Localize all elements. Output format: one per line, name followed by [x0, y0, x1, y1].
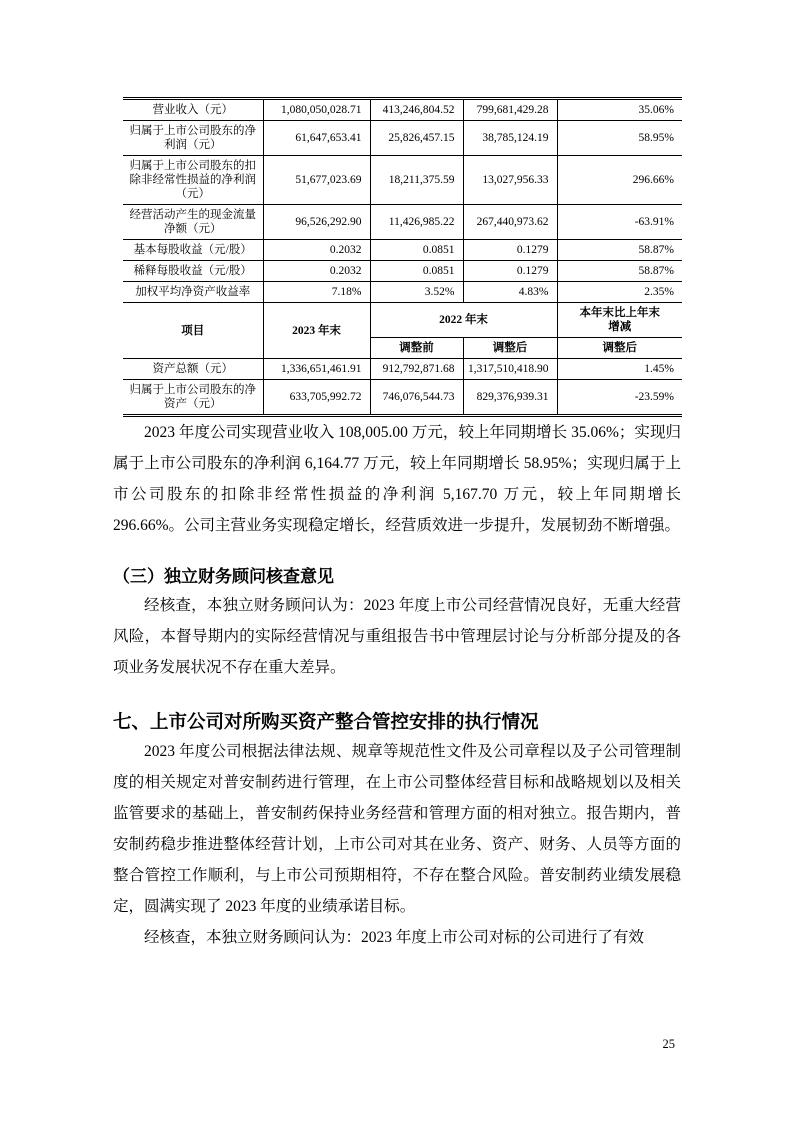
cell-value: 413,246,804.52: [370, 99, 463, 121]
cell-value: 58.87%: [557, 240, 682, 261]
cell-value: 0.0851: [370, 261, 463, 282]
page-content: [113, 97, 681, 953]
cell-value: 0.1279: [463, 240, 557, 261]
cell-value: 4.83%: [463, 282, 557, 303]
cell-value: 296.66%: [557, 156, 682, 205]
row-label: 归属于上市公司股东的净资产（元）: [123, 380, 263, 416]
row-label: 基本每股收益（元/股）: [123, 240, 263, 261]
row-label: 加权平均净资产收益率: [123, 282, 263, 303]
cell-value: 58.95%: [557, 121, 682, 156]
table-row: [123, 359, 682, 380]
cell-value: 1.45%: [557, 359, 682, 380]
page-number: 25: [662, 1037, 675, 1051]
subheader-cell-adj-after: 调整后: [463, 338, 557, 359]
table-body-bottom: [123, 359, 682, 416]
row-label: 资产总额（元）: [123, 359, 263, 380]
paragraph-advisor-opinion: 经核查，本独立财务顾问认为：2023 年度上市公司经营情况良好，无重大经营风险，本督导期内的实际经营情况与重组报告书中管理层讨论与分析部分提及的各项业务发展状况不存在重大差异。: [113, 597, 681, 676]
cell-value: 633,705,992.72: [263, 380, 370, 416]
cell-value: 799,681,429.28: [463, 99, 557, 121]
header-cell-2022: 2022 年末: [370, 303, 557, 338]
financial-summary-table: [123, 97, 682, 417]
table-row: [123, 380, 682, 416]
cell-value: 1,080,050,028.71: [263, 99, 370, 121]
cell-value: 267,440,973.62: [463, 205, 557, 240]
cell-value: -63.91%: [557, 205, 682, 240]
cell-value: 51,677,023.69: [263, 156, 370, 205]
cell-value: 0.2032: [263, 240, 370, 261]
cell-value: 11,426,985.22: [370, 205, 463, 240]
cell-value: 912,792,871.68: [370, 359, 463, 380]
cell-value: 25,826,457.15: [370, 121, 463, 156]
paragraph-integration-control: 2023 年度公司根据法律法规、规章等规范性文件及公司章程以及子公司管理制度的相关规定对普安制药进行管理，在上市公司整体经营目标和战略规划以及相关监管要求的基础上，普安制药保持业务经营和管理方面的相对独立。报告期内，普安制药稳步推进整体经营计划，上市公司对其在业务、资产、财务、人员等方面的整合管控工作顺利，与上市公司预期相符，不存在整合风险。普安制药业绩发展稳定，圆满实现了 2023 年度的业绩承诺目标。: [113, 743, 681, 915]
table-header: [123, 303, 682, 359]
heading-section-seven: 七、上市公司对所购买资产整合管控安排的执行情况: [113, 711, 539, 732]
cell-value: 0.2032: [263, 261, 370, 282]
row-label: 归属于上市公司股东的净利润（元）: [123, 121, 263, 156]
cell-value: 0.1279: [463, 261, 557, 282]
table-row: [123, 261, 682, 282]
row-label: 归属于上市公司股东的扣除非经常性损益的净利润（元）: [123, 156, 263, 205]
cell-value: 3.52%: [370, 282, 463, 303]
table-header-row: [123, 303, 682, 338]
header-cell-2023: 2023 年末: [263, 303, 370, 359]
table-row: [123, 99, 682, 121]
table-row: [123, 282, 682, 303]
paragraph-advisor-opinion-2: 经核查，本独立财务顾问认为：2023 年度上市公司对标的公司进行了有效: [144, 929, 644, 946]
cell-value: 746,076,544.73: [370, 380, 463, 416]
row-label: 经营活动产生的现金流量净额（元）: [123, 205, 263, 240]
table-row: [123, 121, 682, 156]
header-cell-change: 本年末比上年末增减: [557, 303, 682, 338]
cell-value: 18,211,375.59: [370, 156, 463, 205]
table-row: [123, 156, 682, 205]
cell-value: 2.35%: [557, 282, 682, 303]
cell-value: 1,336,651,461.91: [263, 359, 370, 380]
cell-value: 7.18%: [263, 282, 370, 303]
subheader-cell-adj-before: 调整前: [370, 338, 463, 359]
subheader-cell-change-adj: 调整后: [557, 338, 682, 359]
table-body-top: [123, 99, 682, 303]
cell-value: 61,647,653.41: [263, 121, 370, 156]
cell-value: 58.87%: [557, 261, 682, 282]
cell-value: 1,317,510,418.90: [463, 359, 557, 380]
cell-value: 829,376,939.31: [463, 380, 557, 416]
table-row: [123, 240, 682, 261]
cell-value: 35.06%: [557, 99, 682, 121]
table-row: [123, 205, 682, 240]
row-label: 营业收入（元）: [123, 99, 263, 121]
cell-value: 38,785,124.19: [463, 121, 557, 156]
header-cell-item: 项目: [123, 303, 263, 359]
paragraph-operating-results: 2023 年度公司实现营业收入 108,005.00 万元，较上年同期增长 35.06%；实现归属于上市公司股东的净利润 6,164.77 万元，较上年同期增长 58.95%；实现归属于上市公司股东的扣除非经常性损益的净利润 5,167.70 万元，较上年同期增长 296.66%。公司主营业务实现稳定增长，经营质效进一步提升，发展韧劲不断增强。: [113, 424, 681, 534]
cell-value: 0.0851: [370, 240, 463, 261]
cell-value: -23.59%: [557, 380, 682, 416]
cell-value: 13,027,956.33: [463, 156, 557, 205]
row-label: 稀释每股收益（元/股）: [123, 261, 263, 282]
cell-value: 96,526,292.90: [263, 205, 370, 240]
heading-advisor-opinion: （三）独立财务顾问核查意见: [113, 567, 334, 586]
